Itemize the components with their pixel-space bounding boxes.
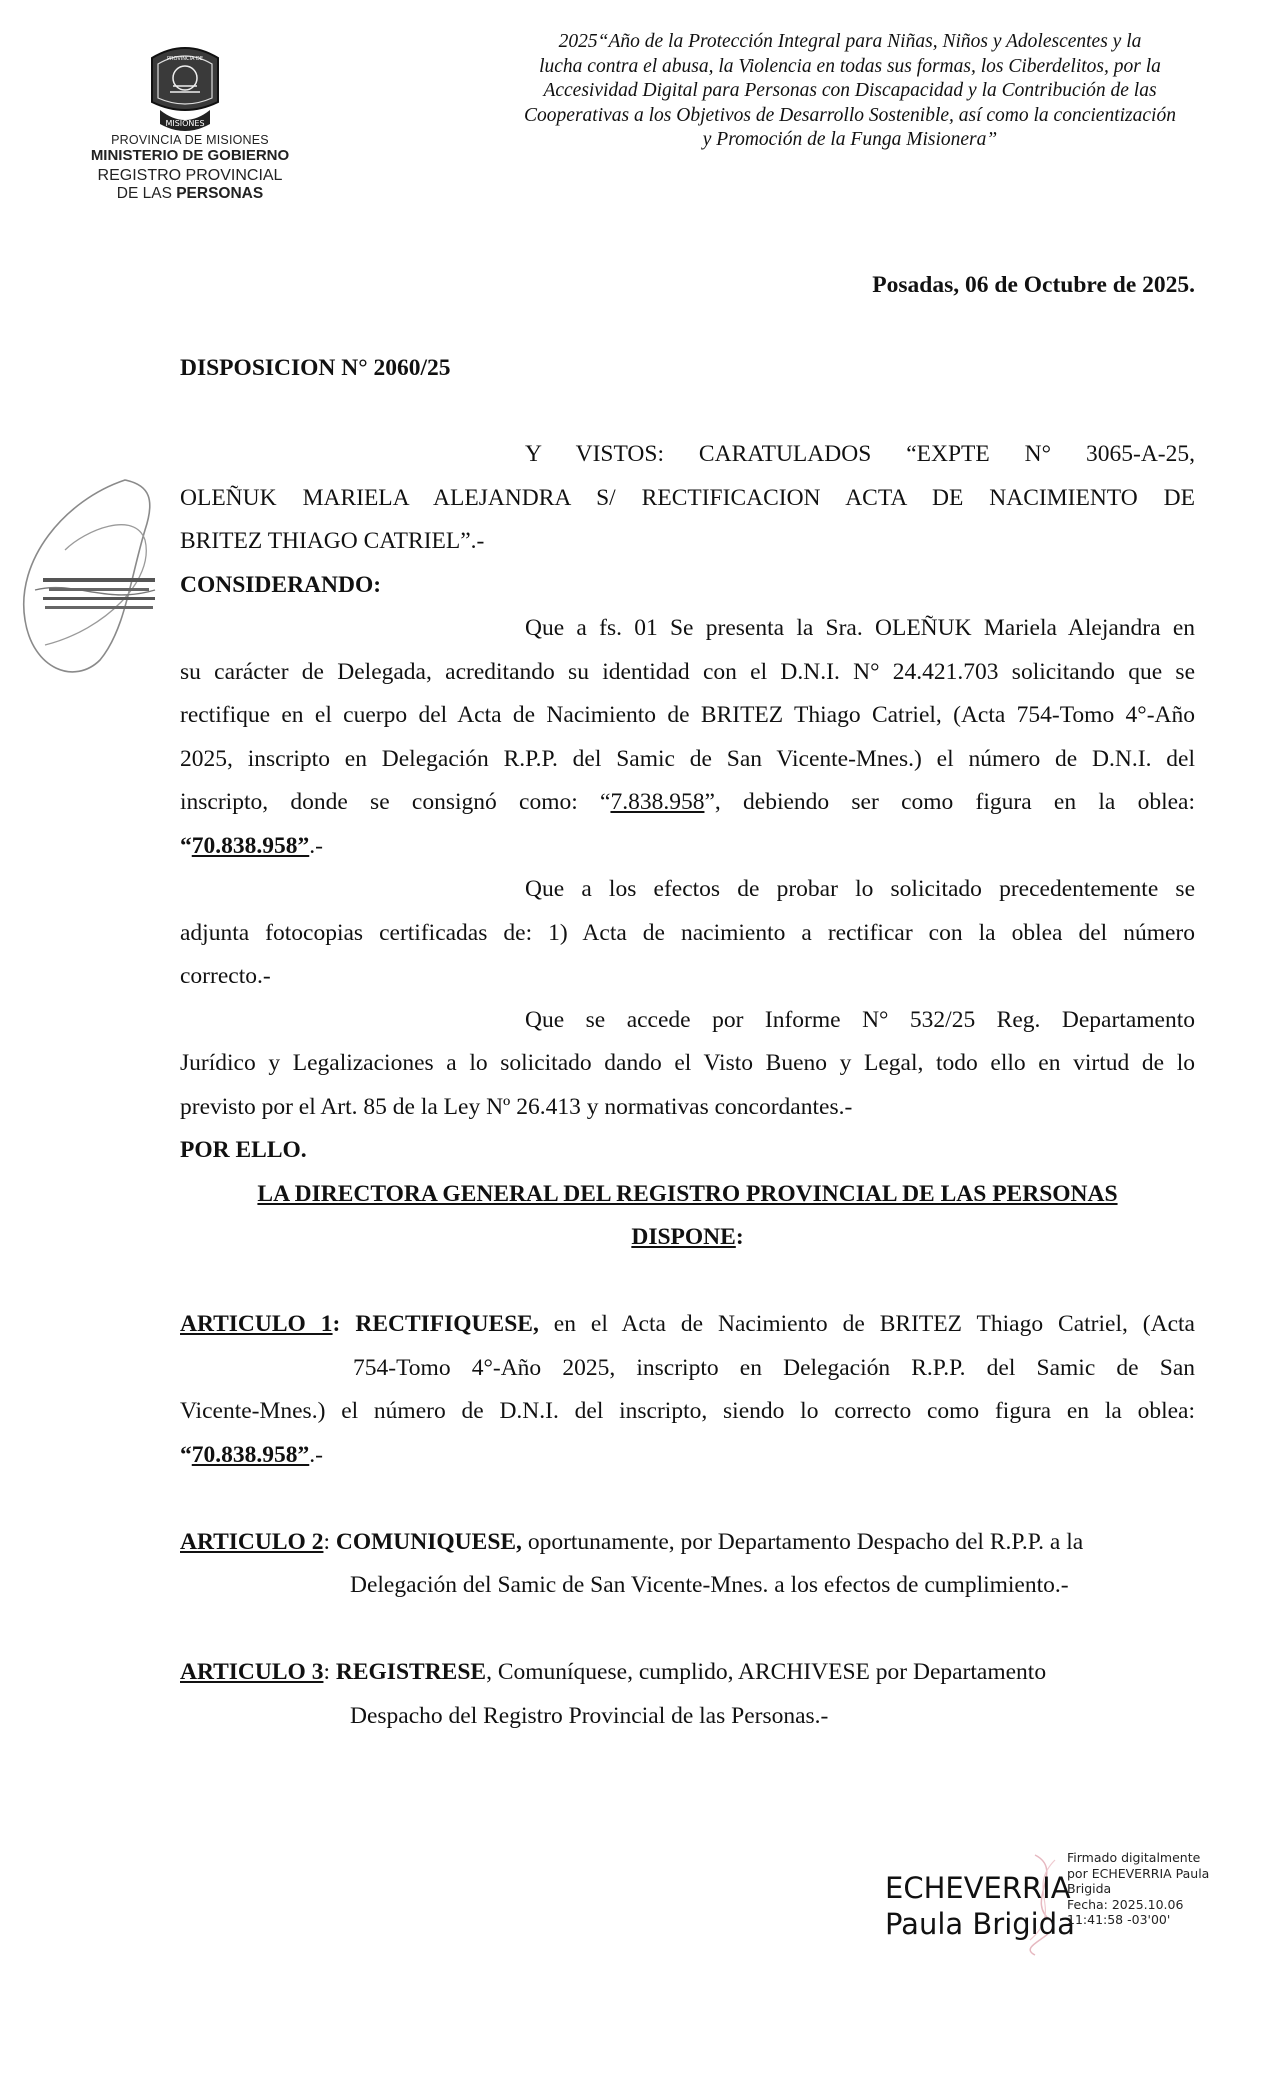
vistos-line: Y VISTOS: CARATULADOS “EXPTE N° 3065-A-25, — [525, 441, 1195, 467]
signature-metadata: Firmado digitalmente por ECHEVERRIA Paula Brigida Fecha: 2025.10.06 11:41:58 -03'00' — [1067, 1850, 1210, 1927]
considerando-line: su carácter de Delegada, acreditando su identidad con el D.N.I. N° 24.421.703 solicitando que se — [180, 658, 1195, 685]
considerando-line: adjunta fotocopias certificadas de: 1) Acta de nacimiento a rectificar con la oblea del número — [180, 919, 1195, 946]
considerando-line: rectifique en el cuerpo del Acta de Nacimiento de BRITEZ Thiago Catriel, (Acta 754-Tomo 4°-Año — [180, 702, 1195, 728]
por-ello: POR ELLO. — [180, 1137, 307, 1163]
org-province: PROVINCIA DE MISIONES — [111, 133, 269, 147]
articulo-1-line: 754-Tomo 4°-Año 2025, inscripto en Delegación R.P.P. del Samic de San — [353, 1354, 1195, 1381]
considerando-heading: CONSIDERANDO: — [180, 571, 382, 598]
margin-signature-stamp — [5, 470, 165, 700]
year-motto — [470, 30, 1230, 153]
articulo-1-line: “70.838.958”.- — [180, 1441, 323, 1468]
digital-signature — [885, 1850, 1265, 1960]
articulo-2: ARTICULO 2: COMUNIQUESE, oportunamente, por Departamento Despacho del R.P.P. a la — [180, 1528, 1084, 1555]
considerando-line: inscripto, donde se consignó como: “7.838.958”, debiendo ser como figura en la oblea: — [180, 789, 1195, 815]
considerando-line: Que a los efectos de probar lo solicitado precedentemente se — [525, 876, 1195, 902]
motto-line: Accesividad Digital para Personas con Discapacidad y la Contribución de las — [543, 80, 1157, 101]
document-body — [180, 433, 1195, 1738]
dispone-heading: DISPONE: — [631, 1224, 744, 1250]
organization-block — [60, 133, 320, 203]
articulo-3: ARTICULO 3: REGISTRESE, Comuníquese, cumplido, ARCHIVESE por Departamento — [180, 1659, 1047, 1685]
motto-line: y Promoción de la Funga Misionera” — [702, 129, 998, 150]
articulo-label: ARTICULO 3 — [180, 1659, 324, 1685]
considerando-line: 2025, inscripto en Delegación R.P.P. del Samic de San Vicente-Mnes.) el número de D.N.I. del — [180, 745, 1195, 772]
wrong-dni-value: 7.838.958 — [610, 789, 705, 815]
considerando-line: Que a fs. 01 Se presenta la Sra. OLEÑUK Mariela Alejandra en — [525, 615, 1195, 641]
considerando-line: correcto.- — [180, 963, 271, 989]
directora-heading: LA DIRECTORA GENERAL DEL REGISTRO PROVINCIAL DE LAS PERSONAS — [257, 1180, 1118, 1207]
disposition-number: DISPOSICION N° 2060/25 — [180, 355, 451, 381]
vistos-line: BRITEZ THIAGO CATRIEL”.- — [180, 528, 485, 554]
articulo-label: ARTICULO 2 — [180, 1528, 324, 1555]
vistos-line: OLEÑUK MARIELA ALEJANDRA S/ RECTIFICACION ACTA DE NACIMIENTO DE — [180, 484, 1195, 511]
motto-line: lucha contra el abusa, la Violencia en todas sus formas, los Ciberdelitos, por la — [539, 55, 1161, 77]
considerando-line: previsto por el Art. 85 de la Ley Nº 26.413 y normativas concordantes.- — [180, 1093, 853, 1120]
correct-dni-value: 70.838.958” — [191, 1441, 310, 1468]
org-ministry: MINISTERIO DE GOBIERNO — [90, 147, 290, 164]
svg-text:PROVINCIA DE: PROVINCIA DE — [167, 56, 203, 62]
motto-line: Cooperativas a los Objetivos de Desarrollo Sostenible, así como la concientización — [524, 104, 1176, 126]
articulo-label: ARTICULO 1 — [180, 1311, 333, 1337]
org-registry-2: DE LAS PERSONAS — [116, 185, 264, 202]
articulo-3-line: Despacho del Registro Provincial de las Personas.- — [350, 1702, 829, 1729]
articulo-1: ARTICULO 1: RECTIFIQUESE, en el Acta de Nacimiento de BRITEZ Thiago Catriel, (Acta — [180, 1311, 1195, 1337]
considerando-line: “70.838.958”.- — [180, 832, 323, 859]
considerando-line: Jurídico y Legalizaciones a lo solicitado dando el Visto Bueno y Legal, todo ello en virtud de lo — [180, 1050, 1195, 1076]
articulo-1-line: Vicente-Mnes.) el número de D.N.I. del inscripto, siendo lo correcto como figura en la oblea: — [180, 1398, 1195, 1424]
considerando-line: Que se accede por Informe N° 532/25 Reg. Departamento — [525, 1006, 1195, 1033]
svg-text:MISIONES: MISIONES — [165, 119, 205, 128]
org-registry: REGISTRO PROVINCIAL — [97, 167, 283, 184]
signer-name: ECHEVERRIA Paula Brigida — [885, 1871, 1075, 1941]
articulo-2-line: Delegación del Samic de San Vicente-Mnes. a los efectos de cumplimiento.- — [350, 1572, 1069, 1598]
provincial-seal-logo — [140, 40, 230, 140]
document-date: Posadas, 06 de Octubre de 2025. — [872, 272, 1195, 298]
correct-dni-value: 70.838.958” — [191, 832, 310, 859]
motto-line: 2025“Año de la Protección Integral para Niñas, Niños y Adolescentes y la — [558, 31, 1142, 52]
